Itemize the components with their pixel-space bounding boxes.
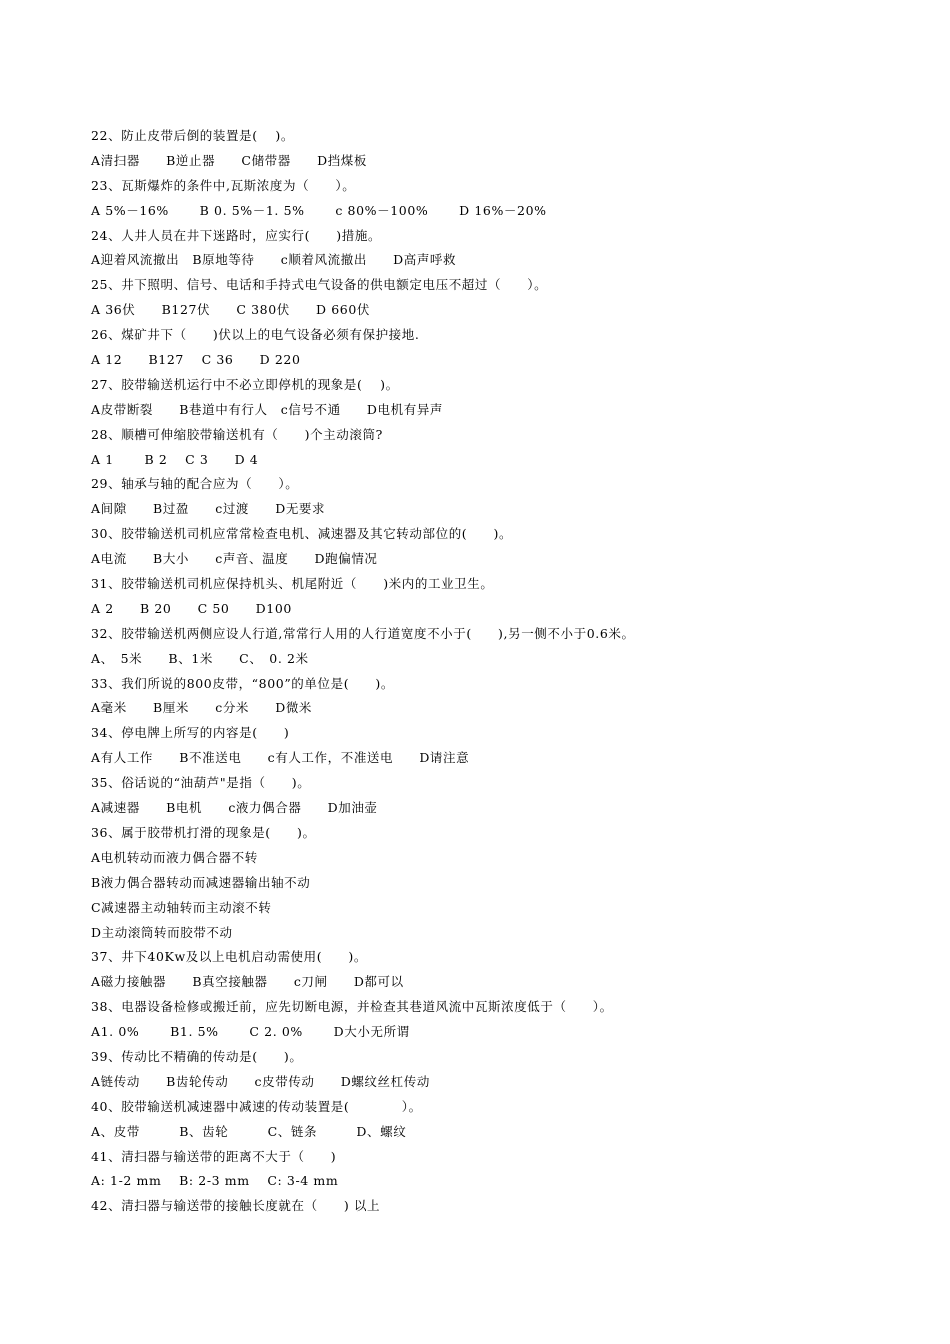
question-41-options: A: 1-2 mm B: 2-3 mm C: 3-4 mm [91, 1173, 339, 1189]
question-32: 32、胶带输送机两侧应设人行道,常常行人用的人行道宽度不小于( ),另一侧不小于0.6米。 [91, 625, 635, 641]
question-37: 37、井下40Kw及以上电机启动需使用( )。 [91, 949, 368, 965]
question-39: 39、传动比不精确的传动是( )。 [91, 1048, 303, 1064]
question-32-options: A、 5米 B、1米 C、 0. 2米 [91, 650, 309, 666]
question-30-options: A电流 B大小 c声音、温度 D跑偏情况 [91, 551, 378, 567]
question-29: 29、轴承与轴的配合应为（ ）。 [91, 476, 299, 492]
question-31: 31、胶带输送机司机应保持机头、机尾附近（ )米内的工业卫生。 [91, 576, 494, 592]
question-25-options: A 36伏 B127伏 C 380伏 D 660伏 [91, 302, 371, 318]
question-24: 24、人井人员在井下迷路时，应实行( )措施。 [91, 227, 382, 243]
question-42: 42、清扫器与输送带的接触长度就在（ ) 以上 [91, 1198, 381, 1214]
question-33: 33、我们所说的800皮带，“800”的单位是( )。 [91, 675, 394, 691]
question-27-options: A皮带断裂 B巷道中有行人 c信号不通 D电机有异声 [91, 401, 444, 417]
question-24-options: A迎着风流撤出 B原地等待 c顺着风流撤出 D高声呼救 [91, 252, 457, 268]
question-38-options: A1. 0% B1. 5% C 2. 0% D大小无所谓 [91, 1024, 410, 1040]
question-36-option-d: D主动滚筒转而胶带不动 [91, 924, 233, 940]
question-39-options: A链传动 B齿轮传动 c皮带传动 D螺纹丝杠传动 [91, 1073, 430, 1089]
question-22-options: A清扫器 B逆止器 C储带器 D挡煤板 [91, 152, 367, 168]
question-38: 38、电器设备检修或搬迁前，应先切断电源，并检查其巷道风流中瓦斯浓度低于（ ）。 [91, 999, 613, 1015]
question-22: 22、防止皮带后倒的装置是( )。 [91, 128, 294, 143]
question-37-options: A磁力接触器 B真空接触器 c刀闸 D都可以 [91, 974, 404, 990]
question-27: 27、胶带输送机运行中不必立即停机的现象是( )。 [91, 376, 399, 392]
question-40-options: A、皮带 B、齿轮 C、链条 D、螺纹 [91, 1123, 407, 1139]
question-23-options: A 5%－16% B 0. 5%－1. 5% c 80%－100% D 16%－20% [91, 202, 547, 218]
question-26: 26、煤矿井下（ )伏以上的电气设备必须有保护接地. [91, 327, 420, 343]
question-25: 25、井下照明、信号、电话和手持式电气设备的供电额定电压不超过（ ）。 [91, 277, 548, 293]
question-41: 41、清扫器与输送带的距离不大于（ ) [91, 1148, 337, 1164]
question-31-options: A 2 B 20 C 50 D100 [91, 600, 292, 616]
question-35-options: A减速器 B电机 c液力偶合器 D加油壶 [91, 800, 378, 816]
question-36-option-c: C减速器主动轴转而主动滚不转 [91, 899, 272, 915]
question-35: 35、俗话说的“油葫芦"是指（ )。 [91, 775, 311, 791]
question-list [91, 124, 891, 1219]
question-33-options: A毫米 B厘米 c分米 D微米 [91, 700, 313, 716]
question-23: 23、瓦斯爆炸的条件中,瓦斯浓度为（ ）。 [91, 177, 356, 193]
question-26-options: A 12 B127 C 36 D 220 [91, 352, 301, 368]
question-34-options: A有人工作 B不准送电 c有人工作，不准送电 D请注意 [91, 750, 470, 766]
question-29-options: A间隙 B过盈 c过渡 D无要求 [91, 501, 326, 517]
question-30: 30、胶带输送机司机应常常检查电机、减速器及其它转动部位的( )。 [91, 526, 513, 542]
question-36-option-b: B液力偶合器转动而减速器输出轴不动 [91, 874, 311, 890]
question-36: 36、属于胶带机打滑的现象是( )。 [91, 824, 316, 840]
question-28-options: A 1 B 2 C 3 D 4 [91, 451, 259, 467]
question-36-option-a: A电机转动而液力偶合器不转 [91, 849, 258, 865]
question-28: 28、顺槽可伸缩胶带输送机有（ )个主动滚筒? [91, 426, 383, 442]
question-34: 34、停电牌上所写的内容是( ) [91, 725, 290, 741]
question-40: 40、胶带输送机减速器中减速的传动装置是( ）。 [91, 1098, 422, 1114]
